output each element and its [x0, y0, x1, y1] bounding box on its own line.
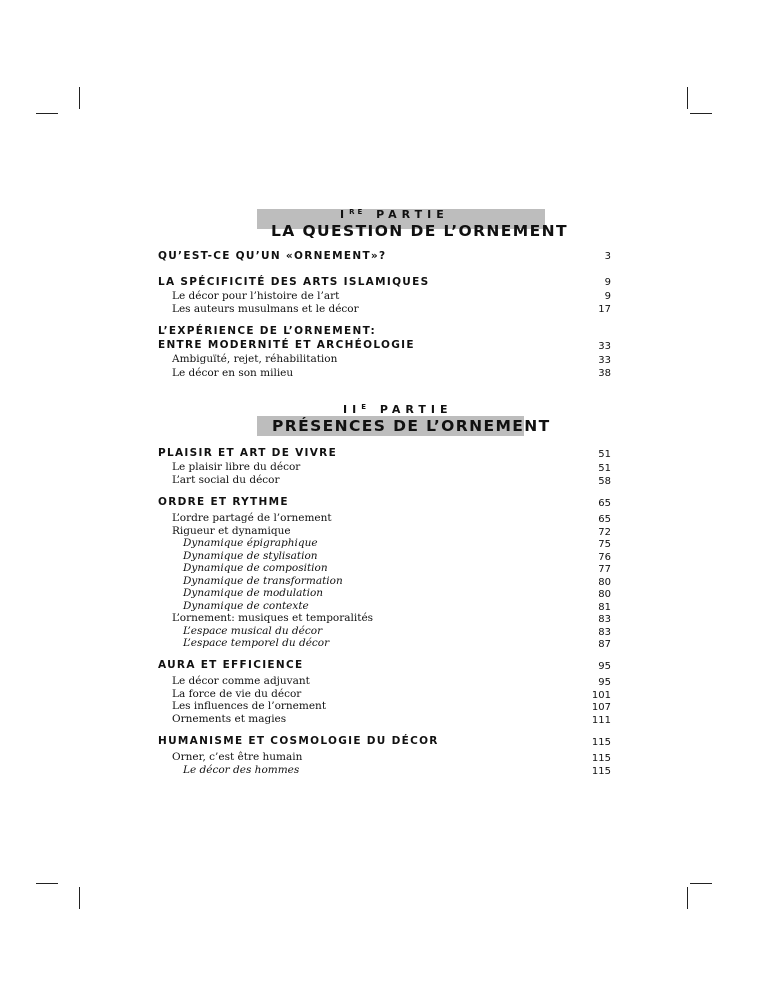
- toc-entry: Le décor comme adjuvant: [172, 675, 310, 687]
- toc-page-number: 95: [598, 661, 611, 672]
- toc-page-number: 17: [598, 304, 611, 315]
- toc-page-number: 51: [598, 449, 611, 460]
- crop-mark: [79, 87, 80, 109]
- toc-entry: Ambiguïté, rejet, réhabilitation: [172, 353, 338, 365]
- toc-entry: L’ornement: musiques et temporalités: [172, 612, 374, 624]
- toc-page-number: 51: [598, 463, 611, 474]
- part-two-title: PRÉSENCES DE L’ORNEMENT: [272, 417, 551, 435]
- toc-subentry: Dynamique de modulation: [183, 587, 324, 599]
- toc-page-number: 115: [591, 737, 611, 748]
- toc-entry: Le décor pour l’histoire de l’art: [172, 290, 340, 302]
- toc-section-title: QU’EST-CE QU’UN «ORNEMENT»?: [158, 250, 387, 262]
- part-two-label: $II^E$ PARTIE: [343, 403, 453, 416]
- toc-section-title: L’EXPÉRIENCE DE L’ORNEMENT:: [158, 325, 376, 337]
- toc-entry: La force de vie du décor: [172, 688, 302, 700]
- toc-entry: Orner, c’est être humain: [172, 751, 303, 763]
- toc-page-number: 81: [598, 602, 611, 613]
- toc-page-number: 115: [591, 766, 611, 777]
- toc-entry: L’ordre partagé de l’ornement: [172, 512, 332, 524]
- toc-page-number: 115: [591, 753, 611, 764]
- toc-page-number: 33: [598, 341, 611, 352]
- toc-section-title: AURA ET EFFICIENCE: [158, 659, 304, 671]
- toc-page-number: 87: [598, 639, 611, 650]
- part-one-title: LA QUESTION DE L’ORNEMENT: [271, 222, 568, 240]
- part-two-heading: [0, 402, 768, 462]
- crop-mark: [687, 87, 688, 109]
- toc-page-number: 75: [598, 539, 611, 550]
- toc-page-number: 101: [591, 690, 611, 701]
- toc-page-number: 95: [598, 677, 611, 688]
- toc-entry: Les auteurs musulmans et le décor: [172, 303, 359, 315]
- toc-page-number: 9: [604, 277, 611, 288]
- toc-subentry: Dynamique épigraphique: [183, 537, 318, 549]
- toc-subentry: Dynamique de contexte: [183, 600, 309, 612]
- toc-subentry: Dynamique de stylisation: [183, 550, 318, 562]
- toc-page-number: 33: [598, 355, 611, 366]
- crop-mark: [36, 113, 58, 114]
- toc-page-number: 83: [598, 627, 611, 638]
- crop-mark: [79, 887, 80, 909]
- toc-entry: Rigueur et dynamique: [172, 525, 291, 537]
- toc-page-number: 111: [591, 715, 611, 726]
- toc-section-title: LA SPÉCIFICITÉ DES ARTS ISLAMIQUES: [158, 276, 430, 288]
- crop-mark: [690, 113, 712, 114]
- toc-entry: Ornements et magies: [172, 713, 287, 725]
- toc-page-number: 3: [604, 251, 611, 262]
- toc-page-number: 58: [598, 476, 611, 487]
- toc-page-number: 80: [598, 577, 611, 588]
- toc-page-number: 9: [604, 291, 611, 302]
- toc-page-number: 83: [598, 614, 611, 625]
- toc-entry: Le plaisir libre du décor: [172, 461, 301, 473]
- crop-mark: [36, 883, 58, 884]
- toc-page-number: 77: [598, 564, 611, 575]
- toc-page-number: 107: [591, 702, 611, 713]
- part-one-label: IRE PARTIE: [340, 208, 449, 221]
- toc-section-title: HUMANISME ET COSMOLOGIE DU DÉCOR: [158, 735, 439, 747]
- toc-page-number: 76: [598, 552, 611, 563]
- toc-subentry: Dynamique de composition: [183, 562, 328, 574]
- toc-subentry: L’espace temporel du décor: [183, 637, 330, 649]
- toc-page-number: 65: [598, 498, 611, 509]
- toc-page-number: 65: [598, 514, 611, 525]
- toc-section-title: PLAISIR ET ART DE VIVRE: [158, 447, 338, 459]
- toc-section-title: ENTRE MODERNITÉ ET ARCHÉOLOGIE: [158, 339, 415, 351]
- toc-section-title: ORDRE ET RYTHME: [158, 496, 289, 508]
- crop-mark: [690, 883, 712, 884]
- toc-subentry: L’espace musical du décor: [183, 625, 323, 637]
- toc-page-number: 72: [598, 527, 611, 538]
- toc-page-number: 38: [598, 368, 611, 379]
- toc-entry: Les influences de l’ornement: [172, 700, 327, 712]
- crop-mark: [687, 887, 688, 909]
- toc-page-number: 80: [598, 589, 611, 600]
- toc-subentry: Le décor des hommes: [183, 764, 300, 776]
- toc-entry: L’art social du décor: [172, 474, 280, 486]
- toc-entry: Le décor en son milieu: [172, 367, 294, 379]
- toc-subentry: Dynamique de transformation: [183, 575, 343, 587]
